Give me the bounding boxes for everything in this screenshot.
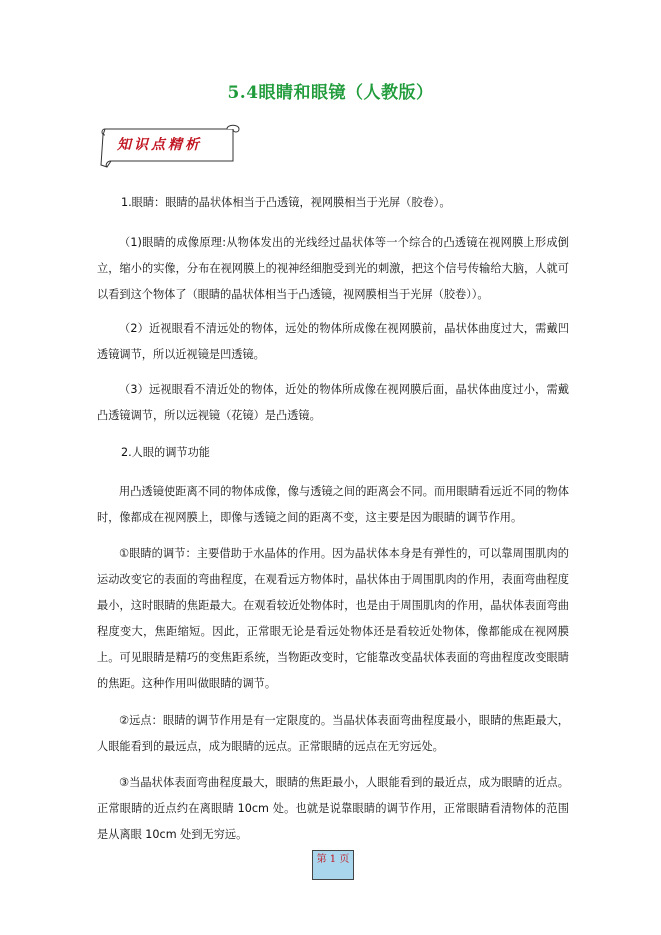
paragraph-far-point: ②远点：眼睛的调节作用是有一定限度的。当晶状体表面弯曲程度最小，眼睛的焦距最大，人眼能看到的最远点，成为眼睛的远点。正常眼睛的远点在无穷远处。 <box>97 714 569 753</box>
paragraph-hyperopia: （3）远视眼看不清近处的物体，近处的物体所成像在视网膜后面，晶状体曲度过小，需戴凸透镜调节，所以远视镜（花镜）是凸透镜。 <box>97 383 569 422</box>
section-banner <box>99 121 241 173</box>
paragraph-eye-definition: 1.眼睛：眼睛的晶状体相当于凸透镜，视网膜相当于光屏（胶卷）。 <box>121 196 451 209</box>
paragraph-imaging-principle: （1)眼睛的成像原理:从物体发出的光线经过晶状体等一个综合的凸透镜在视网膜上形成倒立，缩小的实像，分布在视网膜上的视神经细胞受到光的刺激，把这个信号传输给大脑，人就可以看到这个物体了（眼睛的晶状体相当于凸透镜，视网膜相当于光屏（胶卷））。 <box>97 236 569 301</box>
document-title: 5.4眼睛和眼镜（人教版） <box>227 83 434 103</box>
page-number-badge: 第 1 页 <box>312 850 354 880</box>
banner-label: 知识点精析 <box>117 137 202 153</box>
paragraph-adjustment-heading: 2.人眼的调节功能 <box>121 446 210 459</box>
paragraph-eye-adjustment: ①眼睛的调节：主要借助于水晶体的作用。因为晶状体本身是有弹性的，可以靠周围肌肉的运动改变它的表面的弯曲程度，在观看远方物体时，晶状体由于周围肌肉的作用，表面弯曲程度最小，这时眼睛的焦距最大。在观看较近处物体时，也是由于周围肌肉的作用，晶状体表面弯曲程度变大，焦距缩短。因此，正常眼无论是看远处物体还是看较近处物体，像都能成在视网膜上。可见眼睛是精巧的变焦距系统，当物距改变时，它能靠改变晶状体表面的弯曲程度改变眼睛的焦距。这种作用叫做眼睛的调节。 <box>97 547 569 690</box>
paragraph-near-point: ③当晶状体表面弯曲程度最大，眼睛的焦距最小，人眼能看到的最近点，成为眼睛的近点。正常眼睛的近点约在离眼睛 10cm 处。也就是说靠眼睛的调节作用，正常眼睛看清物体的范围是从离眼 10cm 处到无穷远。 <box>97 776 569 841</box>
paragraph-adjustment-intro: 用凸透镜使距离不同的物体成像，像与透镜之间的距离会不同。而用眼睛看远近不同的物体时，像都成在视网膜上，即像与透镜之间的距离不变，这主要是因为眼睛的调节作用。 <box>97 485 569 524</box>
paragraph-myopia: （2）近视眼看不清远处的物体，远处的物体所成像在视网膜前，晶状体曲度过大，需戴凹透镜调节，所以近视镜是凹透镜。 <box>97 322 569 361</box>
